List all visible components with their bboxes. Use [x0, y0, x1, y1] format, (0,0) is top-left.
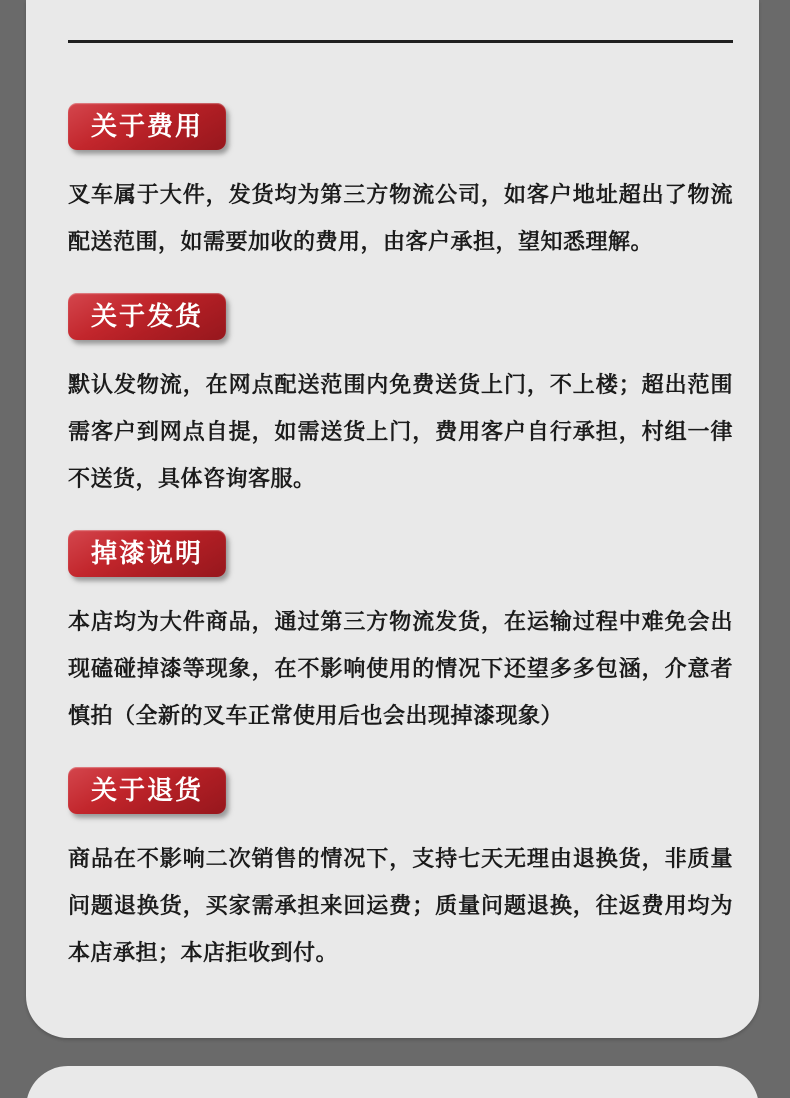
notice-card — [26, 0, 759, 1038]
shipping-badge: 关于发货 — [68, 293, 226, 340]
paint-text: 本店均为大件商品，通过第三方物流发货，在运输过程中难免会出现磕碰掉漆等现象，在不影响使用的情况下还望多多包涵，介意者慎拍（全新的叉车正常使用后也会出现掉漆现象） — [68, 609, 733, 728]
returns-badge: 关于退货 — [68, 767, 226, 814]
notice-card-content — [26, 0, 759, 976]
shipping-text: 默认发物流，在网点配送范围内免费送货上门，不上楼；超出范围需客户到网点自提，如需送货上门，费用客户自行承担，村组一律不送货，具体咨询客服。 — [68, 372, 733, 491]
section-fees — [68, 103, 733, 265]
fees-badge: 关于费用 — [68, 103, 226, 150]
next-card-top — [26, 1066, 759, 1098]
section-shipping — [68, 293, 733, 502]
section-paint — [68, 530, 733, 739]
section-returns — [68, 767, 733, 976]
paint-badge: 掉漆说明 — [68, 530, 226, 577]
fees-text: 叉车属于大件，发货均为第三方物流公司，如客户地址超出了物流配送范围，如需要加收的费用，由客户承担，望知悉理解。 — [68, 182, 733, 254]
top-divider — [68, 40, 733, 43]
returns-text: 商品在不影响二次销售的情况下，支持七天无理由退换货，非质量问题退换货，买家需承担来回运费；质量问题退换，往返费用均为本店承担；本店拒收到付。 — [68, 846, 733, 965]
